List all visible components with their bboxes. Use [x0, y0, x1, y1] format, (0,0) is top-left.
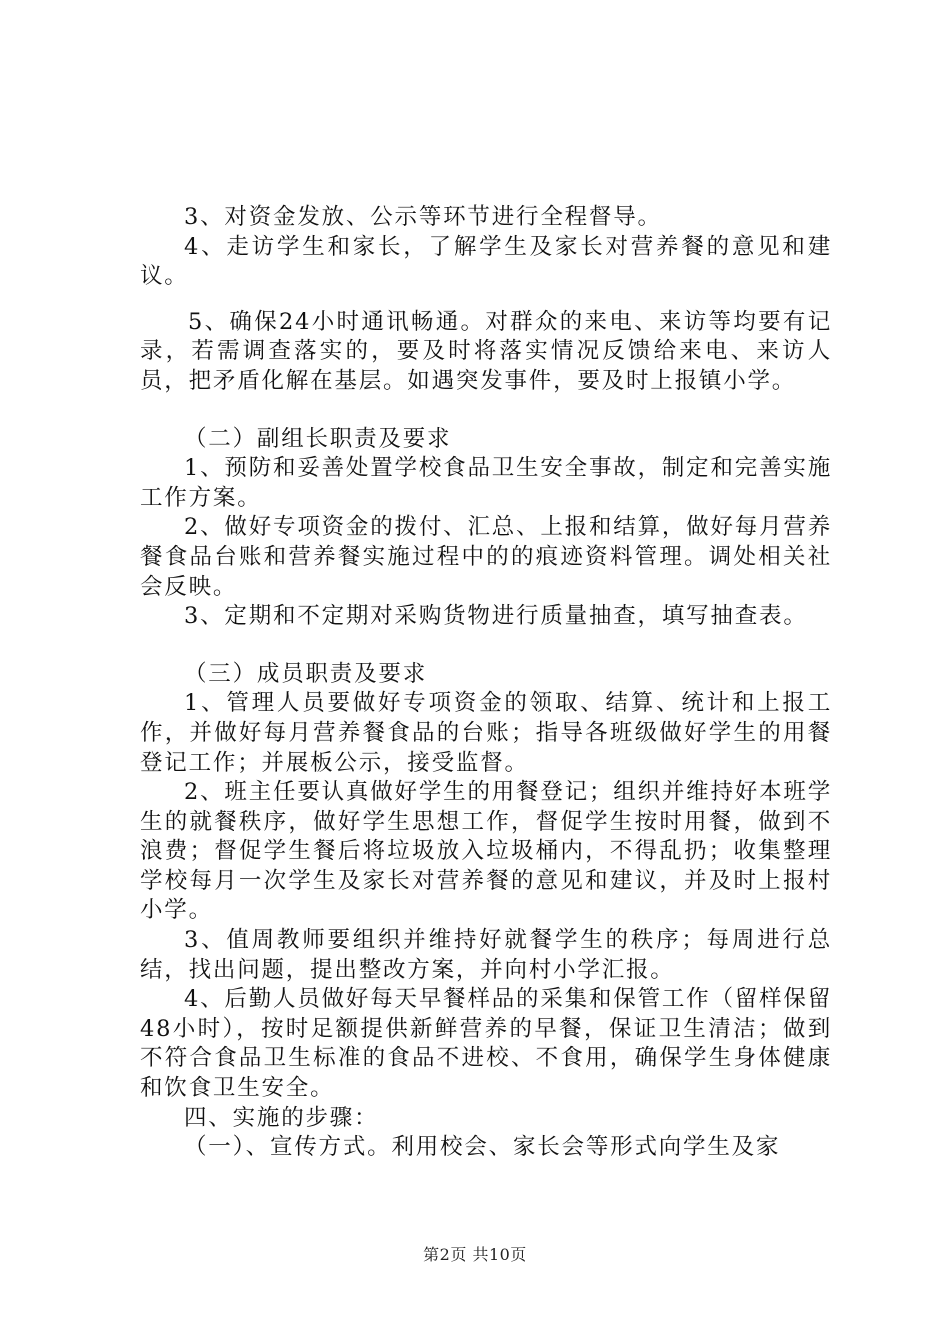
paragraph-member-2: 2、班主任要认真做好学生的用餐登记；组织并维持好本班学生的就餐秩序，做好学生思想工作，督促学生按时用餐，做到不浪费；督促学生餐后将垃圾放入垃圾桶内，不得乱扔；收集整理学校每月一次学生及家长对营养餐的意见和建议，并及时上报村小学。: [140, 779, 832, 924]
paragraph-member-4: 4、后勤人员做好每天早餐样品的采集和保管工作（留样保留48小时），按时足额提供新鲜营养的早餐，保证卫生清洁；做到不符合食品卫生标准的食品不进校、不食用，确保学生身体健康和饮食卫生安全。: [140, 986, 832, 1102]
paragraph-deputy-2: 2、做好专项资金的拨付、汇总、上报和结算，做好每月营养餐食品台账和营养餐实施过程中的的痕迹资料管理。调处相关社会反映。: [140, 514, 832, 600]
paragraph-duty-4: 4、走访学生和家长，了解学生及家长对营养餐的意见和建议。: [140, 233, 832, 290]
paragraph-deputy-1: 1、预防和妥善处置学校食品卫生安全事故，制定和完善实施工作方案。: [140, 455, 832, 511]
paragraph-duty-5: 5、确保24小时通讯畅通。对群众的来电、来访等均要有记录，若需调查落实的，要及时将落实情况反馈给来电、来访人员，把矛盾化解在基层。如遇突发事件，要及时上报镇小学。: [140, 308, 832, 394]
paragraph-deputy-3: 3、定期和不定期对采购货物进行质量抽查，填写抽查表。: [184, 603, 808, 630]
paragraph-member-1: 1、管理人员要做好专项资金的领取、结算、统计和上报工作，并做好每月营养餐食品的台账；指导各班级做好学生的用餐登记工作；并展板公示，接受监督。: [140, 690, 832, 776]
document-body: [140, 203, 832, 1163]
paragraph-member-3: 3、值周教师要组织并维持好就餐学生的秩序；每周进行总结，找出问题，提出整改方案，并向村小学汇报。: [140, 927, 832, 983]
page-footer: 第2页 共10页: [423, 1245, 527, 1264]
paragraph-duty-3: 3、对资金发放、公示等环节进行全程督导。: [184, 204, 662, 230]
paragraph-implementation-1: （一）、宣传方式。利用校会、家长会等形式向学生及家: [184, 1134, 781, 1161]
section-heading-members: （三）成员职责及要求: [184, 660, 428, 687]
section-heading-implementation: 四、实施的步骤：: [184, 1104, 379, 1131]
section-heading-deputy-leader: （二）副组长职责及要求: [184, 425, 452, 452]
